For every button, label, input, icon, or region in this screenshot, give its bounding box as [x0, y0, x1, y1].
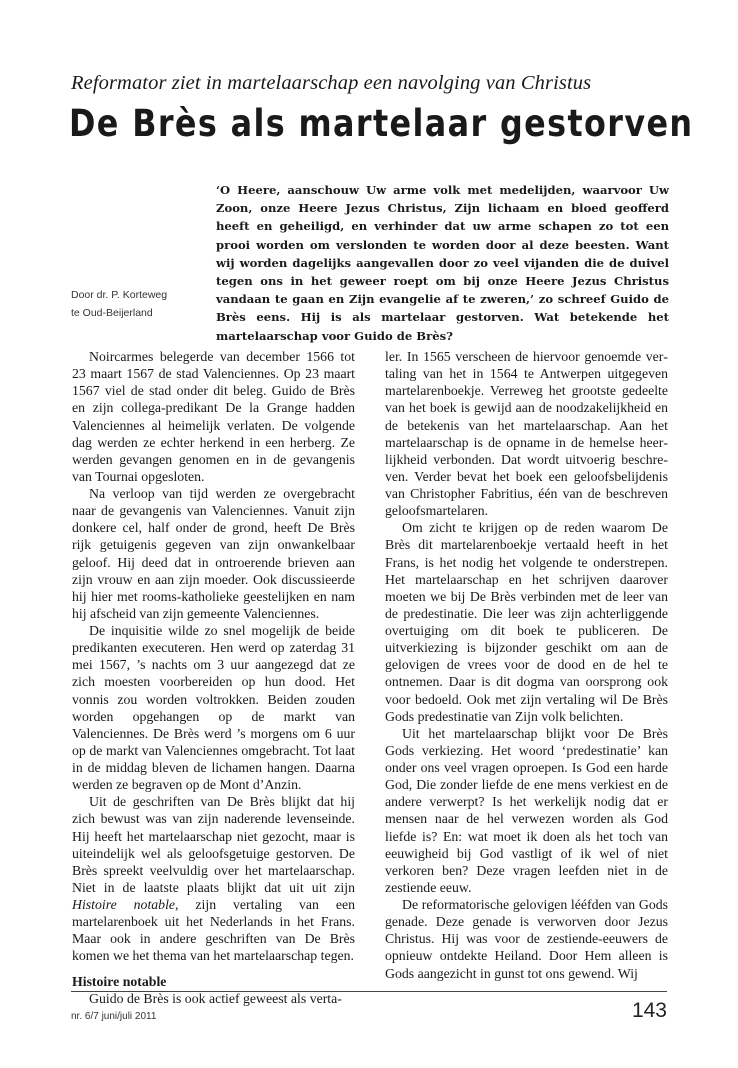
paragraph: Om zicht te krijgen op de reden waarom De Brès dit martelarenboekje vertaald heeft in het Frans, is het nodig het volgende te onderstrepen. Het martelaarschap en het schrijven daarover moeten we bij De Brès verbinden met de leer van de predestinatie. Die leer was zijn achterliggende overtuiging om dit boek te publiceren. De uitverkiezing is bijzonder geschikt om aan de gelovigen de vrees voor de dood en de hel te ontnemen. Daar is dit dogma van oorsprong ook voor bedoeld. Ook met zijn vertaling wil De Brès Gods predestinatie van Zijn volk belichten.: [385, 520, 668, 724]
paragraph: ler. In 1565 verscheen de hiervoor genoemde vertaling van het in 1564 te Antwerpen uitgegeven martelarenboekje. Verreweg het grootste gedeelte van het boek is gewijd aan de noodzakelijkheid en de betekenis van het martelaarschap. Aan het martelaarschap is de opname in de hemelse heerlijkheid verbonden. Dat wordt uitvoerig beschreven. Verder bevat het boek een geloofsbelijdenis van Christopher Fabritius, één van de beschreven geloofsmartelaren.: [385, 349, 668, 519]
byline-location: te Oud-Beijerland: [71, 306, 153, 319]
paragraph: De inquisitie wilde zo snel mogelijk de beide predikanten executeren. Hen werd op zaterdag 31 mei 1567, ’s nachts om 3 uur aangezegd dat ze zich moesten voorbereiden op hun dood. Het vonnis zou worden voltrokken. Beiden zouden worden opgehangen op de markt van Valenciennes. De Brès werd ’s morgens om 6 uur op de markt van Valenciennes omgebracht. Tot laat in de middag bleven de lichamen hangen. Daarna werden ze begraven op de Mont d’Anzin.: [72, 623, 355, 793]
section-heading: Histoire notable: [72, 974, 167, 989]
article-lead: ‘O Heere, aanschouw Uw arme volk met medelijden, waarvoor Uw Zoon, onze Heere Jezus Christus, Zijn lichaam en bloed geofferd heeft en geheiligd, en verhinder dat uw arme schapen zo tot een prooi worden om verslonden te worden door al deze beesten. Want wij worden dagelijks aangevallen door zo veel vijanden die de duivel tegen ons in het geweer roept om bij onze Heere Jezus Christus vandaan te gaan en Zijn evangelie af te zweren,’ zo schreef Guido de Brès eens. Hij is als martelaar gestorven. Wat betekende het martelaarschap voor Guido de Brès?: [216, 183, 669, 343]
byline: [71, 287, 167, 322]
paragraph-text: Uit de geschriften van De Brès blijkt dat hij zich bewust was van zijn naderende levenseinde. Hij heeft het martelaarschap niet gezocht, maar is uiteindelijk wel als geloofsgetuige gestorven. De Brès spreekt veelvuldig over het martelaarschap. Niet in de laatste plaats blijkt dat uit uit zijn: [72, 794, 355, 895]
article-headline: De Brès als martelaar gestorven: [69, 102, 694, 145]
book-title: Histoire notable: [72, 897, 176, 912]
paragraph: De reformatorische gelovigen lééfden van Gods genade. Deze genade is verworven door Jezus Christus. Hij was voor de zestiende-eeuwers de opnieuw ontdekte Heiland. Door Hem alleen is Gods aangezicht in gunst tot ons gewend. Wij: [385, 897, 668, 981]
footer-rule: [71, 991, 667, 992]
page-number: 143: [631, 999, 667, 1022]
article-kicker: Reformator ziet in martelaarschap een navolging van Christus: [71, 72, 592, 94]
issue-info: nr. 6/7 juni/juli 2011: [71, 1011, 157, 1022]
paragraph-text: , zijn vertaling van een martelarenboek uit het Nederlands in het Frans. Maar ook in andere geschriften van De Brès komen we het thema van het martelaarschap tegen.: [72, 897, 355, 964]
paragraph: Na verloop van tijd werden ze overgebracht naar de gevangenis van Valenciennes. Vanuit zijn donkere cel, half onder de grond, heeft De Brès rijk getuigenis gegeven van zijn onwankelbaar geloof. Hij deed dat in ontroerende brieven aan zijn vrouw en aan zijn moeder. Ook discussieerde hij hier met rooms-katholieke geestelijken en nam hij afscheid van zijn gemeente Valenciennes.: [72, 486, 355, 621]
paragraph: Uit het martelaarschap blijkt voor De Brès Gods verkiezing. Het woord ‘predestinatie’ kan onder ons veel vragen oproepen. Is God een harde God, Die zonder liefde de ene mens verkiest en de andere verwerpt? Is het werkelijk nodig dat er mensen naar de hel verwezen worden als God liefde is? En: wat moet ik doen als het toch van eeuwigheid bij God vastligt of ik wel of niet verkoren ben? Deze vragen leefden niet in de zestiende eeuw.: [385, 725, 668, 895]
byline-author: Door dr. P. Korteweg: [71, 289, 168, 301]
body-column-left: [72, 348, 355, 1007]
paragraph: Noircarmes belegerde van december 1566 tot 23 maart 1567 de stad Valenciennes. Op 23 maart 1567 viel de stad onder dit beleg. Guido de Brès en zijn collega-predikant De la Grange hadden Valenciennes al heimelijk verlaten. De volgende dag werden ze echter herkend in een herberg. Ze werden gevangen genomen en in de gevangenis van Tournai opgesloten.: [72, 349, 355, 484]
paragraph: Guido de Brès is ook actief geweest als verta-: [89, 991, 342, 1007]
paragraph: [72, 793, 355, 964]
body-column-right: [385, 348, 668, 982]
